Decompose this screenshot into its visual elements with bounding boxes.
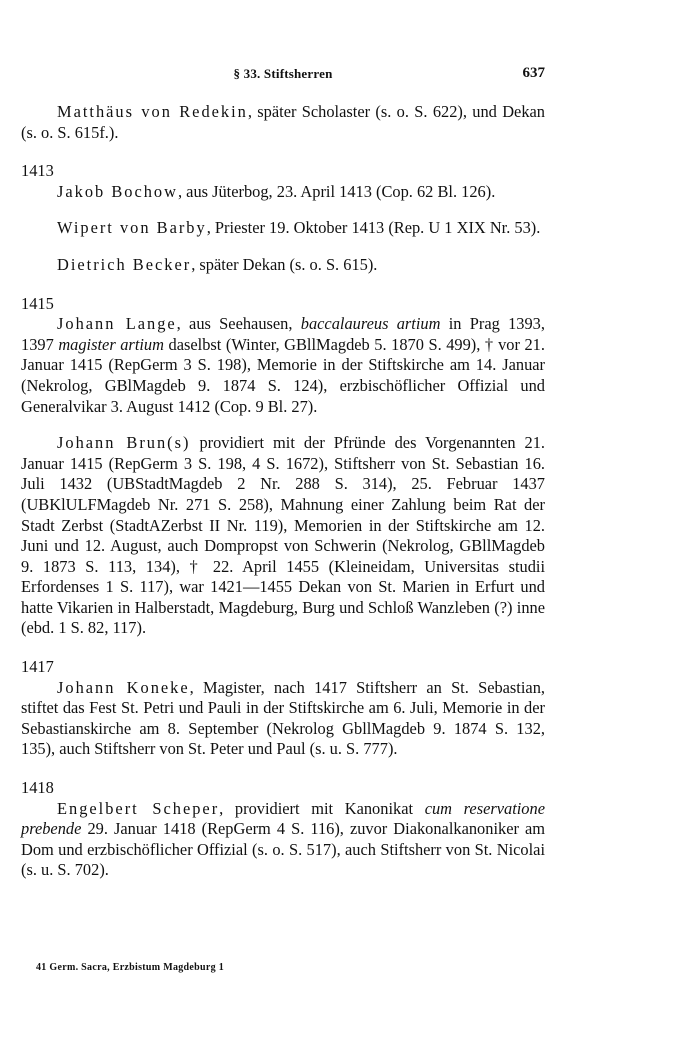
entry-text: 29. Januar 1418 (RepGerm 4 S. 116), zuvor Diakonalkanoniker am Dom und erzbischöflicher Offizial (s. o. S. 517), auch Stiftsherr von St. Nicolai (s. u. S. 702). — [21, 819, 545, 880]
person-name: Dietrich Becker — [57, 254, 192, 274]
entry-text: , aus Seehausen, — [176, 314, 301, 334]
person-name: Engelbert Scheper — [57, 798, 220, 818]
entry-text: , providiert mit Kanonikat — [219, 798, 425, 818]
entry-text: in Prag 1393, 1397 — [21, 314, 545, 354]
person-name: Matthäus von Redekin — [57, 102, 248, 121]
entry-text: , Magister, nach 1417 Stiftsherr an St. Sebastian, stiftet das Fest St. Petri und Pauli in der Stiftskirche am 6. Juli, Memorie in der Sebastianskirche am 8. September (Nekrolog GbllMagdeb 9. 1874 S. 132, 135), auch Stiftsherr von St. Peter und Paul (s. u. S. 777). — [21, 677, 545, 759]
latin-term: cum reservatione prebende — [21, 798, 545, 839]
person-name: Johann Koneke — [57, 677, 190, 697]
entry-barby — [21, 218, 545, 239]
year-heading-1418: 1418 — [21, 778, 54, 798]
entry-text: , später Dekan (s. o. S. 615). — [191, 254, 378, 274]
year-heading-1413: 1413 — [21, 161, 54, 181]
entry-bochow — [21, 182, 545, 203]
latin-term: baccalaureus artium — [300, 314, 441, 334]
latin-term: magister artium — [58, 334, 164, 354]
entry-text: providiert mit der Pfründe des Vorgenannten 21. Januar 1415 (RepGerm 3 S. 198, 4 S. 1672), Stiftsherr von St. Sebastian 16. Juli 1432 (UBStadtMagdeb 2 Nr. 288 S. 314), 25. Februar 1437 (UBKlULFMagdeb Nr. 271 S. 258), Mahnung einer Zahlung beim Rat der Stadt Zerbst (StadtAZerbst II Nr. 119), Memorien in der Stiftskirche am 12. Juni und 12. August, auch Dompropst von Schwerin (Nekrolog, GBllMagdeb 9. 1873 S. 113, 134), † 22. April 1455 (Kleineidam, Universitas studii Erfordenses 1 S. 117), war 1421—1455 Dekan von St. Marien in Erfurt und hatte Vikarien in Halberstadt, Magdeburg, Burg und Schloß Wanzleben (?) inne (ebd. 1 S. 82, 117). — [21, 433, 545, 638]
person-name: Johann Brun(s) — [57, 433, 191, 453]
entry-text: , später Scholaster (s. o. S. 622), und Dekan (s. o. S. 615f.). — [21, 102, 545, 142]
entry-koneke — [21, 678, 545, 760]
entry-text: daselbst (Winter, GBllMagdeb 5. 1870 S. 499), † vor 21. Januar 1415 (RepGerm 3 S. 198), Memorie in der Stiftskirche am 14. Januar (Nekrolog, GBlMagdeb 9. 1874 S. 124), erzbischöflicher Offizial und Generalvikar 3. August 1412 (Cop. 9 Bl. 27). — [21, 334, 545, 416]
signature-line: 41 Germ. Sacra, Erzbistum Magdeburg 1 — [36, 962, 225, 973]
entry-lange — [21, 314, 545, 417]
page-number: 637 — [522, 65, 545, 81]
page-body — [21, 102, 545, 881]
person-name: Johann Lange — [57, 314, 177, 334]
person-name: Wipert von Barby — [57, 218, 207, 238]
running-title: § 33. Stiftsherren — [233, 66, 333, 81]
entry-text: , Priester 19. Oktober 1413 (Rep. U 1 XIX Nr. 53). — [206, 218, 541, 238]
entry-brun — [21, 433, 545, 639]
entry-text: , aus Jüterbog, 23. April 1413 (Cop. 62 Bl. 126). — [177, 181, 496, 201]
entry-redekin — [21, 102, 545, 143]
page-header — [21, 66, 545, 86]
person-name: Jakob Bochow — [57, 181, 178, 201]
year-heading-1417: 1417 — [21, 657, 54, 677]
year-heading-1415: 1415 — [21, 293, 54, 313]
entry-becker — [21, 255, 545, 276]
entry-scheper — [21, 799, 545, 881]
